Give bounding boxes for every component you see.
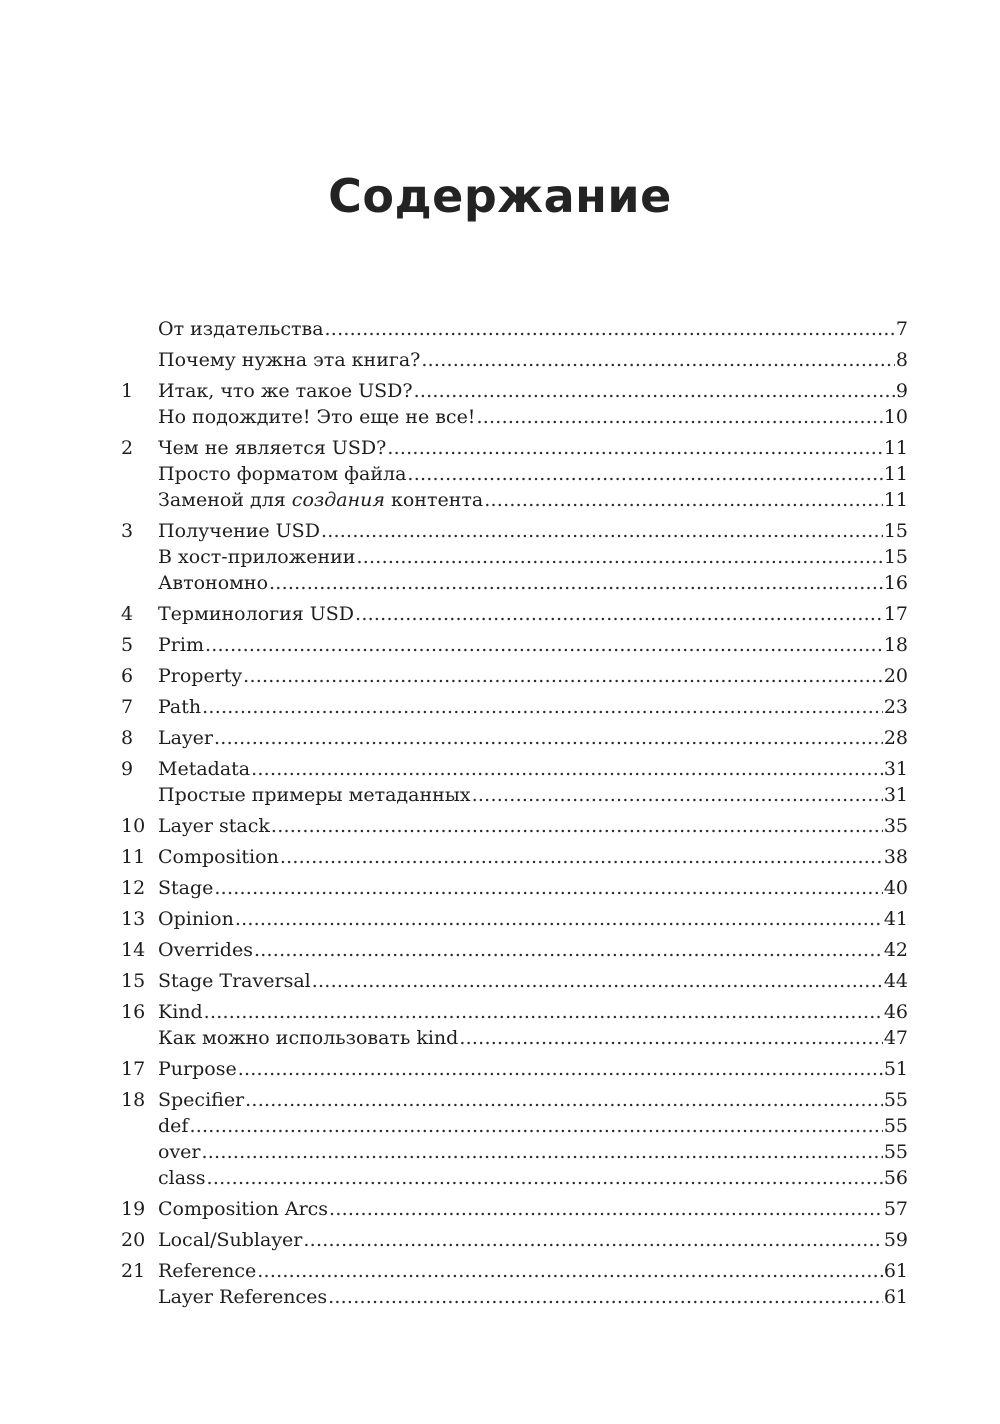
entry-title: Но подождите! Это еще не все! — [158, 406, 476, 428]
page-number: 15 — [883, 520, 908, 542]
page-number: 31 — [883, 758, 908, 780]
toc-entry[interactable] — [121, 1165, 908, 1191]
page-number: 55 — [883, 1141, 908, 1163]
toc-entry[interactable] — [121, 937, 908, 963]
toc-entry[interactable] — [121, 1227, 908, 1253]
entry-title: Opinion — [158, 908, 234, 930]
entry-title: Просто форматом файла — [158, 463, 407, 485]
dot-leader — [407, 461, 882, 487]
page-number: 7 — [895, 318, 908, 340]
entry-title: Получение USD — [158, 520, 320, 542]
toc-entry[interactable] — [121, 906, 908, 932]
page-number: 55 — [883, 1115, 908, 1137]
entry-title: Итак, что же такое USD? — [158, 380, 413, 402]
entry-title: От издательства — [158, 318, 324, 340]
toc-group — [121, 347, 908, 373]
page-number: 55 — [883, 1089, 908, 1111]
chapter-number: 5 — [121, 634, 134, 656]
dot-leader — [321, 518, 883, 544]
toc-group — [121, 694, 908, 720]
entry-title: Prim — [158, 634, 204, 656]
toc-entry[interactable] — [121, 1258, 908, 1284]
dot-leader — [414, 378, 895, 404]
entry-title: Как можно использовать kind — [158, 1027, 459, 1049]
dot-leader — [245, 1087, 883, 1113]
toc-entry[interactable] — [121, 1139, 908, 1165]
entry-title: def — [158, 1115, 189, 1137]
dot-leader — [476, 404, 882, 430]
page-number: 40 — [883, 877, 908, 899]
toc-entry[interactable] — [121, 1056, 908, 1082]
chapter-number: 16 — [121, 1001, 146, 1023]
entry-title: Layer stack — [158, 815, 270, 837]
toc-entry[interactable] — [121, 1284, 908, 1310]
entry-title: Kind — [158, 1001, 203, 1023]
dot-leader — [312, 968, 883, 994]
chapter-number: 10 — [121, 815, 146, 837]
toc-entry[interactable] — [121, 570, 908, 596]
toc-entry[interactable] — [121, 601, 908, 627]
entry-title: Layer References — [158, 1286, 328, 1308]
toc-group — [121, 1056, 908, 1082]
toc-entry[interactable] — [121, 461, 908, 487]
toc-group — [121, 937, 908, 963]
chapter-number: 20 — [121, 1229, 146, 1251]
chapter-number: 17 — [121, 1058, 146, 1080]
toc-entry[interactable] — [121, 1025, 908, 1051]
toc-group — [121, 518, 908, 596]
page-number: 31 — [883, 784, 908, 806]
dot-leader — [205, 632, 883, 658]
entry-title: over — [158, 1141, 201, 1163]
chapter-number: 2 — [121, 437, 134, 459]
dot-leader — [202, 694, 883, 720]
dot-leader — [214, 875, 882, 901]
dot-leader — [387, 435, 883, 461]
chapter-number: 1 — [121, 380, 134, 402]
dot-leader — [202, 1139, 883, 1165]
toc-entry[interactable] — [121, 632, 908, 658]
page-number: 59 — [883, 1229, 908, 1251]
toc-group — [121, 999, 908, 1051]
page-number: 47 — [883, 1027, 908, 1049]
entry-title: Stage Traversal — [158, 970, 311, 992]
chapter-number: 14 — [121, 939, 146, 961]
toc-group — [121, 844, 908, 870]
entry-title: Path — [158, 696, 202, 718]
page-number: 23 — [883, 696, 908, 718]
page-number: 11 — [883, 437, 908, 459]
dot-leader — [303, 1227, 882, 1253]
toc-entry[interactable] — [121, 378, 908, 404]
toc-group — [121, 601, 908, 627]
entry-title: Терминология USD — [158, 603, 355, 625]
toc-group — [121, 725, 908, 751]
dot-leader — [235, 906, 883, 932]
page-number: 28 — [883, 727, 908, 749]
chapter-number: 13 — [121, 908, 146, 930]
entry-title: Reference — [158, 1260, 257, 1282]
dot-leader — [271, 813, 883, 839]
entry-title: В хост-приложении — [158, 546, 356, 568]
page-number: 17 — [883, 603, 908, 625]
toc-entry[interactable] — [121, 1113, 908, 1139]
entry-title: Overrides — [158, 939, 253, 961]
page-number: 42 — [883, 939, 908, 961]
toc-entry[interactable] — [121, 663, 908, 689]
page-number: 16 — [883, 572, 908, 594]
page-number: 61 — [883, 1286, 908, 1308]
chapter-number: 4 — [121, 603, 134, 625]
toc-group — [121, 1258, 908, 1310]
toc-entry[interactable] — [121, 347, 908, 373]
chapter-number: 11 — [121, 846, 146, 868]
dot-leader — [254, 937, 883, 963]
chapter-number: 8 — [121, 727, 134, 749]
toc-group — [121, 813, 908, 839]
toc-group — [121, 316, 908, 342]
dot-leader — [484, 487, 883, 513]
toc-entry[interactable] — [121, 875, 908, 901]
dot-leader — [257, 1258, 883, 1284]
chapter-number: 6 — [121, 665, 134, 687]
dot-leader — [207, 1165, 883, 1191]
chapter-number: 12 — [121, 877, 146, 899]
toc-entry[interactable] — [121, 813, 908, 839]
page-number: 11 — [883, 463, 908, 485]
entry-title: Local/Sublayer — [158, 1229, 303, 1251]
entry-title: Purpose — [158, 1058, 237, 1080]
toc-entry[interactable] — [121, 487, 908, 513]
page-number: 18 — [883, 634, 908, 656]
page-number: 57 — [883, 1198, 908, 1220]
toc-group — [121, 756, 908, 808]
toc-group — [121, 1196, 908, 1222]
entry-title: Чем не является USD? — [158, 437, 387, 459]
toc-entry[interactable] — [121, 316, 908, 342]
page-number: 51 — [883, 1058, 908, 1080]
entry-title: class — [158, 1167, 206, 1189]
entry-title: Metadata — [158, 758, 251, 780]
table-of-contents — [121, 316, 908, 1315]
toc-entry[interactable] — [121, 694, 908, 720]
dot-leader — [214, 725, 883, 751]
entry-title-part: Заменой для — [158, 489, 292, 511]
dot-leader — [472, 782, 883, 808]
dot-leader — [251, 756, 883, 782]
toc-group — [121, 632, 908, 658]
chapter-number: 19 — [121, 1198, 146, 1220]
toc-entry[interactable] — [121, 518, 908, 544]
toc-entry[interactable] — [121, 968, 908, 994]
entry-title: Почему нужна эта книга? — [158, 349, 421, 371]
entry-title: Specifier — [158, 1089, 245, 1111]
entry-title: Layer — [158, 727, 214, 749]
toc-entry[interactable] — [121, 1087, 908, 1113]
dot-leader — [189, 1113, 882, 1139]
page-number: 11 — [883, 489, 908, 511]
dot-leader — [328, 1284, 883, 1310]
dot-leader — [280, 844, 883, 870]
toc-entry[interactable] — [121, 999, 908, 1025]
page-title: Содержание — [328, 168, 672, 223]
page-number: 20 — [883, 665, 908, 687]
toc-entry[interactable] — [121, 1196, 908, 1222]
page-number: 8 — [895, 349, 908, 371]
toc-group — [121, 1087, 908, 1191]
dot-leader — [238, 1056, 883, 1082]
toc-entry[interactable] — [121, 544, 908, 570]
toc-entry[interactable] — [121, 782, 908, 808]
page-number: 38 — [883, 846, 908, 868]
chapter-number: 21 — [121, 1260, 146, 1282]
entry-title: Composition — [158, 846, 279, 868]
entry-title — [158, 487, 483, 513]
toc-entry[interactable] — [121, 404, 908, 430]
page-number: 56 — [883, 1167, 908, 1189]
toc-group — [121, 968, 908, 994]
page-number: 10 — [883, 406, 908, 428]
chapter-number: 7 — [121, 696, 134, 718]
toc-group — [121, 378, 908, 430]
toc-group — [121, 906, 908, 932]
page-number: 46 — [883, 1001, 908, 1023]
toc-entry[interactable] — [121, 725, 908, 751]
entry-title: Простые примеры метаданных — [158, 784, 471, 806]
toc-entry[interactable] — [121, 844, 908, 870]
toc-group — [121, 875, 908, 901]
entry-title: Автономно — [158, 572, 269, 594]
toc-group — [121, 663, 908, 689]
page-number: 15 — [883, 546, 908, 568]
entry-title-part: контента — [384, 489, 484, 511]
toc-group — [121, 1227, 908, 1253]
chapter-number: 15 — [121, 970, 146, 992]
toc-group — [121, 435, 908, 513]
dot-leader — [269, 570, 883, 596]
dot-leader — [356, 544, 882, 570]
toc-entry[interactable] — [121, 756, 908, 782]
entry-title: Stage — [158, 877, 214, 899]
page-number: 9 — [895, 380, 908, 402]
page-number: 61 — [883, 1260, 908, 1282]
chapter-number: 18 — [121, 1089, 146, 1111]
entry-title-italic: создания — [291, 489, 385, 511]
page-number: 44 — [883, 970, 908, 992]
entry-title: Composition Arcs — [158, 1198, 329, 1220]
dot-leader — [204, 999, 883, 1025]
dot-leader — [355, 601, 883, 627]
dot-leader — [421, 347, 895, 373]
dot-leader — [325, 316, 895, 342]
entry-title: Property — [158, 665, 243, 687]
dot-leader — [329, 1196, 883, 1222]
page-number: 35 — [883, 815, 908, 837]
dot-leader — [459, 1025, 882, 1051]
dot-leader — [243, 663, 883, 689]
chapter-number: 9 — [121, 758, 134, 780]
page-number: 41 — [883, 908, 908, 930]
chapter-number: 3 — [121, 520, 134, 542]
toc-entry[interactable] — [121, 435, 908, 461]
